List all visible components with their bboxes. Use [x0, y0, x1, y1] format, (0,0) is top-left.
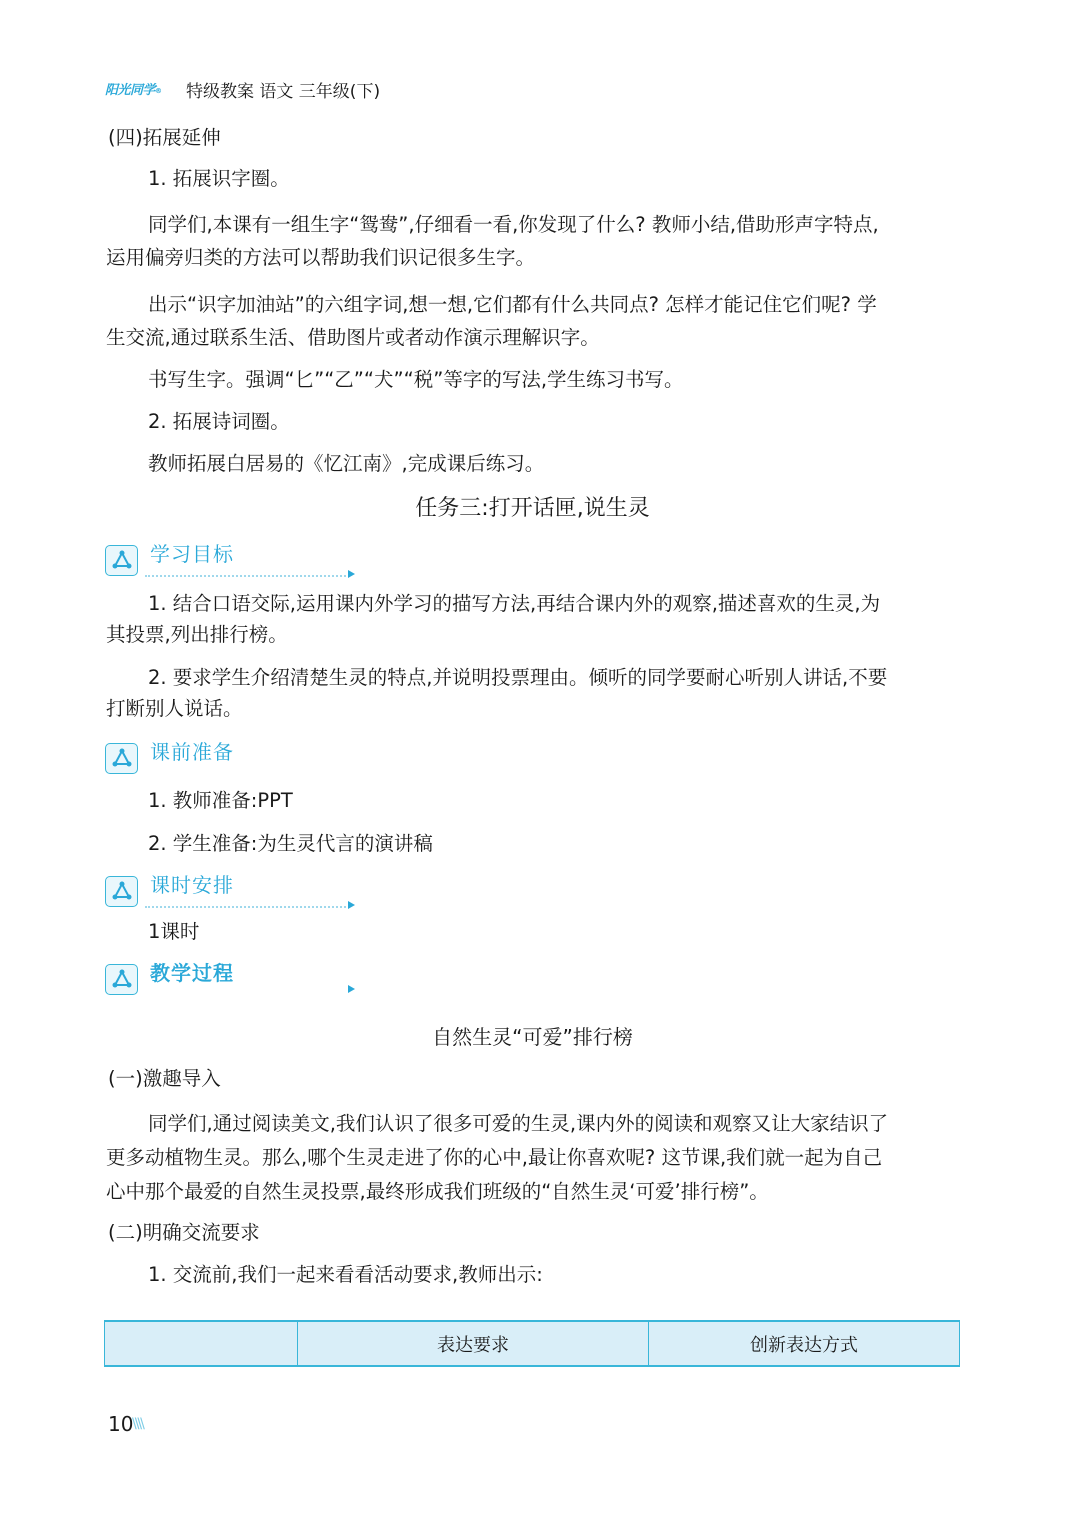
arrow-icon: [348, 570, 355, 578]
section-label: 课前准备: [150, 740, 234, 764]
section-heading-intro: (一)激趣导入: [108, 1067, 221, 1090]
paragraph: 2. 要求学生介绍清楚生灵的特点,并说明投票理由。倾听的同学要耐心听别人讲话,不要: [148, 666, 888, 689]
section-badge-preparation: [105, 739, 265, 779]
header-title: 特级教案 语文 三年级(下): [186, 82, 381, 102]
paragraph: 2. 学生准备:为生灵代言的演讲稿: [148, 832, 433, 855]
paragraph: 1. 结合口语交际,运用课内外学习的描写方法,再结合课内外的观察,描述喜欢的生灵,为: [148, 592, 881, 615]
table-header-cell: 表达要求: [298, 1321, 649, 1366]
arrow-icon: [348, 985, 355, 993]
task-title: 任务三:打开话匣,说生灵: [415, 496, 650, 521]
paragraph: 1课时: [148, 920, 200, 943]
table-header-row: [105, 1321, 960, 1366]
requirements-table: [104, 1320, 960, 1367]
brand-logo: 阳光同学®: [105, 83, 162, 98]
paragraph: 生交流,通过联系生活、借助图片或者动作演示理解识字。: [106, 326, 600, 349]
paragraph: 其投票,列出排行榜。: [106, 623, 288, 646]
paragraph: 书写生字。强调“匕”“乙”“犬”“税”等字的写法,学生练习书写。: [148, 368, 684, 391]
paragraph: 打断别人说话。: [106, 697, 243, 720]
triangle-nodes-icon: [105, 743, 138, 774]
paragraph: 心中那个最爱的自然生灵投票,最终形成我们班级的“自然生灵‘可爱’排行榜”。: [106, 1180, 769, 1203]
page-decoration: \\\\: [132, 1416, 143, 1432]
paragraph: 1. 拓展识字圈。: [148, 167, 290, 190]
section-badge-class-hours: [105, 872, 265, 912]
triangle-nodes-icon: [105, 964, 138, 995]
paragraph: 1. 教师准备:PPT: [148, 789, 293, 812]
section-badge-goals: [105, 541, 265, 581]
paragraph: 1. 交流前,我们一起来看看活动要求,教师出示:: [148, 1263, 543, 1286]
page-number: 10: [108, 1412, 134, 1436]
divider: [145, 571, 350, 577]
section-heading-extension: (四)拓展延伸: [108, 126, 221, 149]
section-heading-requirements: (二)明确交流要求: [108, 1221, 260, 1244]
triangle-nodes-icon: [105, 545, 138, 576]
divider: [145, 902, 350, 908]
paragraph: 同学们,通过阅读美文,我们认识了很多可爱的生灵,课内外的阅读和观察又让大家结识了: [148, 1112, 889, 1135]
paragraph: 2. 拓展诗词圈。: [148, 410, 290, 433]
triangle-nodes-icon: [105, 876, 138, 907]
paragraph: 同学们,本课有一组生字“鸳鸯”,仔细看一看,你发现了什么? 教师小结,借助形声字特点,: [148, 213, 879, 236]
section-label: 课时安排: [150, 873, 234, 897]
section-label: 教学过程: [150, 961, 234, 985]
paragraph: 教师拓展白居易的《忆江南》,完成课后练习。: [148, 452, 545, 475]
paragraph: 运用偏旁归类的方法可以帮助我们识记很多生字。: [106, 246, 536, 269]
paragraph: 出示“识字加油站”的六组字词,想一想,它们都有什么共同点? 怎样才能记住它们呢? 学: [148, 293, 877, 316]
sub-title: 自然生灵“可爱”排行榜: [432, 1025, 633, 1049]
table-header-cell: [105, 1321, 298, 1366]
table-header-cell: 创新表达方式: [649, 1321, 960, 1366]
section-badge-process: [105, 960, 265, 1000]
arrow-icon: [348, 901, 355, 909]
paragraph: 更多动植物生灵。那么,哪个生灵走进了你的心中,最让你喜欢呢? 这节课,我们就一起为自己: [106, 1146, 883, 1169]
section-label: 学习目标: [150, 542, 234, 566]
